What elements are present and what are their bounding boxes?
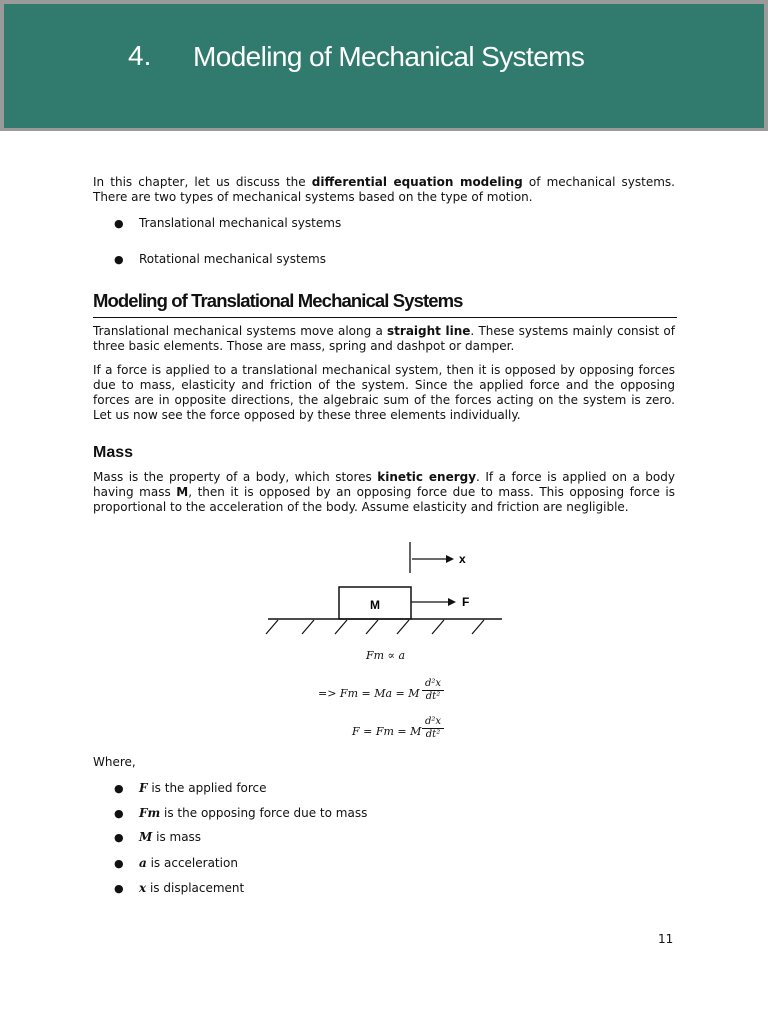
- list-item: [114, 856, 238, 871]
- list-item: [114, 830, 202, 845]
- bullet-icon: ●: [114, 882, 124, 895]
- intro-text-1: In this chapter, let us discuss the: [93, 175, 312, 189]
- fraction-denominator: dt²: [422, 728, 444, 740]
- definition-desc: is acceleration: [146, 856, 238, 870]
- equation-force-mass: => Fm = Ma = M: [318, 687, 420, 700]
- definition-desc: is mass: [152, 830, 202, 844]
- definition-desc: is the applied force: [147, 781, 267, 795]
- definition-text: [139, 856, 238, 871]
- definition-desc: is displacement: [146, 881, 245, 895]
- mass-bold-1: kinetic energy: [377, 470, 477, 484]
- equation-fraction: [422, 716, 444, 740]
- section-heading: Modeling of Translational Mechanical Systems: [93, 290, 677, 318]
- definition-symbol: F: [139, 781, 148, 795]
- ground-hatching: [266, 620, 484, 634]
- chapter-title: Modeling of Mechanical Systems: [193, 41, 585, 72]
- list-item: [114, 806, 368, 821]
- displacement-arrowhead-icon: [446, 555, 454, 563]
- list-item: [114, 781, 267, 796]
- bullet-icon: ●: [114, 807, 124, 820]
- para1-bold: straight line: [387, 324, 471, 338]
- force-arrowhead-icon: [448, 598, 456, 606]
- definition-symbol: x: [139, 881, 147, 895]
- intro-text-2: of mechanical systems. There are two types of mechanical systems based on the type of motion.: [93, 175, 676, 204]
- mass-block-label: M: [370, 598, 380, 612]
- mass-bold-2: M: [176, 485, 189, 499]
- bullet-icon: ●: [114, 782, 124, 795]
- definition-text: [139, 830, 201, 845]
- mass-text-1: Mass is the property of a body, which stores: [93, 470, 378, 484]
- bullet-icon: ●: [114, 831, 124, 844]
- list-item-text: Translational mechanical systems: [139, 216, 342, 230]
- chapter-number: 4.: [128, 40, 152, 71]
- definition-symbol: Fm: [139, 806, 161, 820]
- definition-text: [139, 806, 367, 821]
- where-label: [93, 755, 675, 770]
- equation-proportional: Fm ∝ a: [366, 649, 406, 662]
- bullet-icon: ●: [114, 253, 124, 266]
- fraction-denominator: dt²: [422, 690, 444, 702]
- fraction-numerator: d²x: [424, 678, 442, 689]
- equation-applied-force: F = Fm = M: [352, 725, 422, 738]
- bullet-icon: ●: [114, 217, 124, 230]
- list-item: [114, 881, 245, 896]
- definition-desc: is the opposing force due to mass: [160, 806, 368, 820]
- definition-text: [139, 881, 244, 896]
- fraction-numerator: d²x: [424, 716, 442, 727]
- mass-text-2: . If a force is applied on a body having mass: [93, 470, 675, 499]
- intro-bold: differential equation modeling: [311, 175, 523, 189]
- para1-text-1: Translational mechanical systems move along a: [93, 324, 388, 338]
- force-label: F: [462, 595, 470, 609]
- mass-heading: Mass: [93, 444, 134, 461]
- bullet-icon: ●: [114, 857, 124, 870]
- mass-text-3: , then it is opposed by an opposing force due to mass. This opposing force is proportional to the acceleration of the body. Assume elasticity and friction are negligible.: [93, 485, 676, 514]
- page-number: 11: [658, 932, 674, 946]
- where-text: Where,: [93, 755, 136, 769]
- equation-fraction: [422, 678, 444, 702]
- para2-text: If a force is applied to a translational mechanical system, then it is opposed by opposing forces due to mass, elasticity and friction of the system. Since the applied force and the opposing forces are in opposite directions, the algebraic sum of the forces acting on the system is zero. Let us now see the force opposed by these three elements individually.: [93, 363, 675, 422]
- para1-text-2: . These systems mainly consist of three basic elements. Those are mass, spring and dashpot or damper.: [93, 324, 675, 353]
- definition-text: [139, 781, 267, 796]
- displacement-label: x: [459, 552, 466, 566]
- definition-symbol: a: [139, 856, 147, 870]
- list-item-text: Rotational mechanical systems: [139, 252, 326, 266]
- definition-symbol: M: [139, 830, 153, 844]
